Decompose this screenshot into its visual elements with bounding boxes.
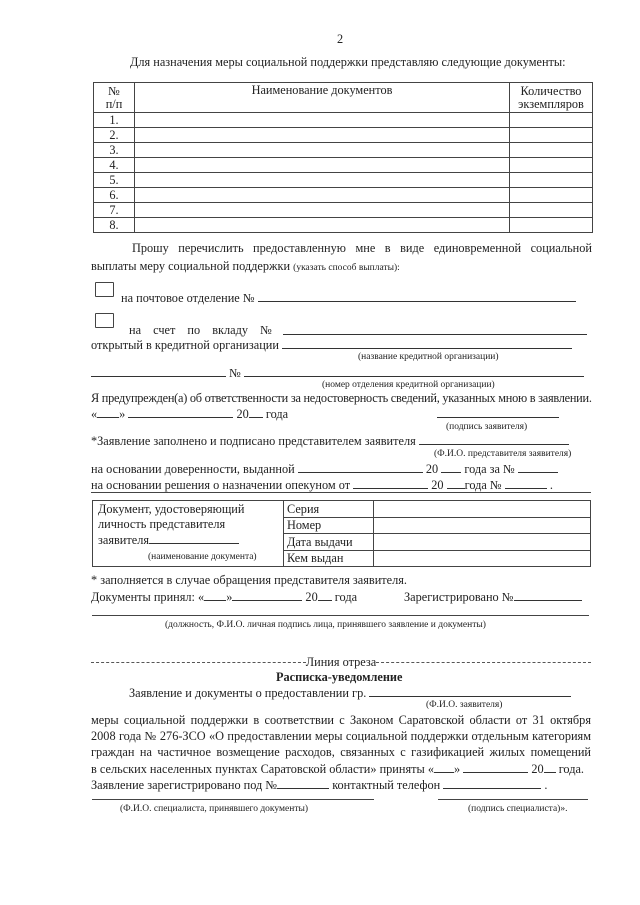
- quote-close: »: [119, 407, 126, 421]
- row-number: 7.: [94, 203, 135, 218]
- count-cell[interactable]: [510, 218, 593, 233]
- receipt-paragraph-3: граждан на частичное возмещение расходов, связанных с газификацией жилых помещений: [91, 745, 591, 759]
- id-label-1: Документ, удостоверяющий: [98, 502, 245, 516]
- table-row: [94, 173, 593, 188]
- series-label: Серия: [284, 501, 374, 518]
- count-cell[interactable]: [510, 143, 593, 158]
- id-label-3: заявителя: [98, 533, 149, 547]
- payment-request-2: выплаты меру социальной поддержки: [91, 259, 291, 273]
- count-cell[interactable]: [510, 158, 593, 173]
- header-count: Количество: [520, 83, 582, 98]
- receipt-day-field[interactable]: [434, 761, 454, 773]
- header-number-2: п/п: [105, 96, 123, 111]
- doc-name-cell[interactable]: [135, 113, 510, 128]
- accepted-year-field[interactable]: [318, 589, 332, 601]
- registered-label: Зарегистрировано №: [404, 590, 514, 604]
- receipt-year-field[interactable]: [544, 761, 556, 773]
- payment-request: Прошу перечислить предоставленную мне в виде единовременной социальной: [132, 241, 592, 255]
- proxy-label: на основании доверенности, выданной: [91, 462, 295, 476]
- count-cell[interactable]: [510, 128, 593, 143]
- guardian-no-field[interactable]: [505, 477, 547, 489]
- table-row: [94, 113, 593, 128]
- post-office-checkbox[interactable]: [95, 282, 114, 297]
- guardian-year-prefix: 20: [431, 478, 444, 492]
- guardian-date-field[interactable]: [353, 477, 428, 489]
- doc-name-cell[interactable]: [135, 158, 510, 173]
- series-field[interactable]: [374, 501, 591, 518]
- documents-table: [93, 82, 593, 233]
- id-doc-caption: (наименование документа): [148, 552, 257, 562]
- id-document-table: [92, 500, 591, 567]
- proxy-year-prefix: 20: [425, 462, 439, 476]
- branch-field[interactable]: [244, 365, 584, 377]
- receipt-paragraph-1: меры социальной поддержки в соответствии с Законом Саратовской области от 31 октября: [91, 713, 591, 727]
- signature-caption: (подпись заявителя): [446, 422, 528, 432]
- post-office-label: на почтовое отделение №: [121, 291, 255, 305]
- receipt-reg-label: Заявление зарегистрировано под №: [91, 778, 278, 792]
- number-field[interactable]: [374, 517, 591, 534]
- account-field[interactable]: [283, 323, 587, 335]
- year-suffix: года: [265, 407, 289, 421]
- receipt-title: Расписка-уведомление: [276, 670, 403, 684]
- post-office-field[interactable]: [258, 290, 576, 302]
- cut-line-label: Линия отреза: [305, 655, 377, 669]
- proxy-no-field[interactable]: [518, 461, 558, 473]
- bank-caption: (название кредитной организации): [358, 352, 499, 362]
- representative-field[interactable]: [419, 433, 569, 445]
- receipt-month-field[interactable]: [463, 761, 528, 773]
- doc-name-cell[interactable]: [135, 173, 510, 188]
- specialist-caption: (Ф.И.О. специалиста, принявшего документы): [120, 804, 309, 814]
- receipt-paragraph-2: 2008 года № 276-ЗСО «О предоставлении меры социальной поддержки отдельным категориям: [91, 729, 591, 743]
- proxy-year-field[interactable]: [441, 461, 461, 473]
- table-row: [94, 188, 593, 203]
- count-cell[interactable]: [510, 188, 593, 203]
- branch-prefix-field[interactable]: [91, 365, 226, 377]
- id-label-2: личность представителя: [98, 517, 226, 531]
- year-prefix: 20: [236, 407, 249, 421]
- table-row: [94, 218, 593, 233]
- issue-date-label: Дата выдачи: [284, 534, 374, 551]
- intro-text: Для назначения меры социальной поддержки представляю следующие документы:: [130, 55, 566, 69]
- representative-text: *Заявление заполнено и подписано представителем заявителя: [91, 434, 416, 448]
- specialist-signature-line[interactable]: [438, 799, 588, 800]
- count-cell[interactable]: [510, 113, 593, 128]
- cut-line: [91, 655, 591, 669]
- issued-by-label: Кем выдан: [284, 550, 374, 567]
- accepted-quote-close: »: [226, 590, 233, 604]
- branch-no-label: №: [229, 366, 241, 380]
- branch-caption: (номер отделения кредитной организации): [322, 380, 495, 390]
- accepted-label: Документы принял: «: [91, 590, 205, 604]
- page-number: 2: [337, 32, 344, 46]
- registered-no-field[interactable]: [514, 589, 582, 601]
- receipt-line1: Заявление и документы о предоставлении гр.: [129, 686, 367, 700]
- guardian-no-label: года №: [464, 478, 502, 492]
- table-row: [94, 143, 593, 158]
- issue-date-field[interactable]: [374, 534, 591, 551]
- issued-by-field[interactable]: [374, 550, 591, 567]
- day-field[interactable]: [97, 406, 119, 418]
- phone-field[interactable]: [443, 777, 541, 789]
- guardian-year-field[interactable]: [447, 477, 465, 489]
- number-label: Номер: [284, 517, 374, 534]
- phone-label: контактный телефон: [332, 778, 441, 792]
- doc-name-cell[interactable]: [135, 143, 510, 158]
- row-number: 4.: [94, 158, 135, 173]
- month-field[interactable]: [128, 406, 233, 418]
- accepted-caption: (должность, Ф.И.О. личная подпись лица, принявшего заявление и документы): [165, 620, 486, 630]
- representative-caption: (Ф.И.О. представителя заявителя): [434, 449, 572, 459]
- applicant-signature-field[interactable]: [437, 406, 559, 418]
- row-number: 5.: [94, 173, 135, 188]
- row-number: 8.: [94, 218, 135, 233]
- divider: [91, 492, 591, 493]
- year-field[interactable]: [249, 406, 263, 418]
- account-label: на счет по вкладу №: [129, 323, 272, 337]
- accepted-year-prefix: 20: [305, 590, 318, 604]
- accepted-day-field[interactable]: [204, 589, 226, 601]
- header-doc-name: Наименование документов: [135, 83, 510, 113]
- applicant-name-field[interactable]: [369, 685, 571, 697]
- guardian-label: на основании решения о назначении опекуном от: [91, 478, 351, 492]
- applicant-caption: (Ф.И.О. заявителя): [426, 700, 503, 710]
- table-row: [94, 203, 593, 218]
- payment-hint: (указать способ выплаты):: [293, 263, 400, 273]
- accepted-signature-line[interactable]: [92, 615, 589, 616]
- footnote: * заполняется в случае обращения представителя заявителя.: [91, 573, 407, 587]
- doc-name-cell[interactable]: [135, 203, 510, 218]
- receipt-quote-close: »: [454, 762, 461, 776]
- bank-label: открытый в кредитной организации: [91, 338, 279, 352]
- warning-text: Я предупрежден(а) об ответственности за недостоверность сведений, указанных мною в заявлении.: [91, 391, 592, 405]
- table-row: [94, 128, 593, 143]
- doc-name-cell[interactable]: [135, 128, 510, 143]
- id-doc-name-field[interactable]: [149, 532, 239, 544]
- row-number: 3.: [94, 143, 135, 158]
- row-number: 6.: [94, 188, 135, 203]
- specialist-sign-caption: (подпись специалиста)».: [468, 804, 568, 814]
- specialist-name-line[interactable]: [92, 799, 374, 800]
- count-cell[interactable]: [510, 173, 593, 188]
- accepted-month-field[interactable]: [232, 589, 302, 601]
- receipt-paragraph-4: в сельских населенных пунктах Саратовской области» приняты «: [91, 762, 434, 776]
- quote-open: «: [91, 407, 98, 421]
- receipt-year-prefix: 20: [531, 762, 544, 776]
- header-count-2: экземпляров: [518, 96, 584, 111]
- receipt-reg-field[interactable]: [277, 777, 329, 789]
- row-number: 1.: [94, 113, 135, 128]
- count-cell[interactable]: [510, 203, 593, 218]
- table-row: [94, 158, 593, 173]
- doc-name-cell[interactable]: [135, 218, 510, 233]
- account-checkbox[interactable]: [95, 313, 114, 328]
- receipt-year-suffix: года.: [558, 762, 585, 776]
- row-number: 2.: [94, 128, 135, 143]
- bank-field[interactable]: [282, 337, 572, 349]
- proxy-no-label: года за №: [464, 462, 515, 476]
- accepted-year-suffix: года: [334, 590, 358, 604]
- doc-name-cell[interactable]: [135, 188, 510, 203]
- proxy-issuer-field[interactable]: [298, 461, 423, 473]
- header-number: №: [108, 83, 120, 98]
